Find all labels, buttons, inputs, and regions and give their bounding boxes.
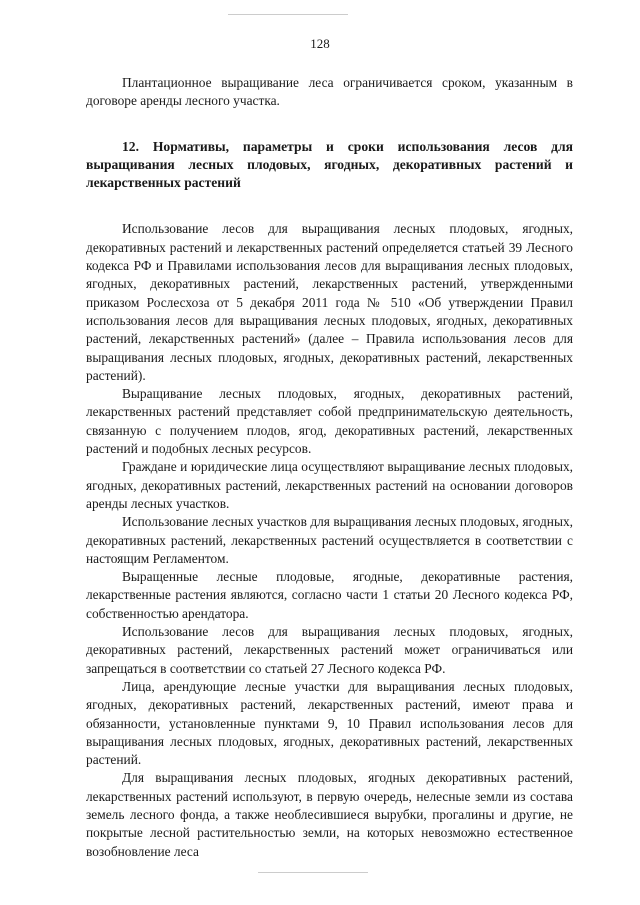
paragraph-7: Лица, арендующие лесные участки для выращивания лесных плодовых, ягодных, декоративных растений, лекарственных растений, имеют права и обязанности, установленные пунктами 9, 10 Правил использования лесов для выращивания лесных плодовых, ягодных, декоративных растений, лекарственных растений. bbox=[86, 678, 573, 768]
document-body bbox=[86, 74, 573, 861]
paragraph-3: Граждане и юридические лица осуществляют выращивание лесных плодовых, ягодных, декоративных растений, лекарственных растений на основании договоров аренды лесных участков. bbox=[86, 459, 573, 511]
scan-artifact-bottom bbox=[258, 872, 368, 873]
page-number: 128 bbox=[310, 36, 330, 51]
paragraph-6: Использование лесов для выращивания лесных плодовых, ягодных, декоративных растений, лекарственных растений может ограничиваться или запрещаться в соответствии со статьей 27 Лесного кодекса РФ. bbox=[86, 624, 573, 676]
paragraph-4: Использование лесных участков для выращивания лесных плодовых, ягодных, декоративных растений, лекарственных растений осуществляется в соответствии с настоящим Регламентом. bbox=[86, 514, 573, 566]
paragraph-1: Использование лесов для выращивания лесных плодовых, ягодных, декоративных растений и лекарственных растений определяется статьей 39 Лесного кодекса РФ и Правилами использования лесов для выращивания лесных плодовых, ягодных, декоративных растений, лекарственных растений, утвержденными приказом Рослесхоза от 5 декабря 2011 года № 510 «Об утверждении Правил использования лесов для выращивания лесных плодовых, ягодных, декоративных растений, лекарственных растений» (далее – Правила использования лесов для выращивания лесных плодовых, ягодных, декоративных растений, лекарственных растений). bbox=[86, 221, 573, 383]
paragraph-8: Для выращивания лесных плодовых, ягодных декоративных растений, лекарственных растений используют, в первую очередь, нелесные земли из состава земель лесного фонда, а также необлесившиеся вырубки, прогалины и другие, не покрытые лесной растительностью земли, на которых невозможно естественное возобновление леса bbox=[86, 770, 573, 859]
section-title: 12. Нормативы, параметры и сроки использования лесов для выращивания лесных плодовых, ягодных, декоративных растений и лекарственных растений bbox=[86, 138, 573, 191]
paragraph-2: Выращивание лесных плодовых, ягодных, декоративных растений, лекарственных растений представляет собой предпринимательскую деятельность, связанную с получением плодов, ягод, декоративных растений, лекарственных растений и подобных лесных ресурсов. bbox=[86, 386, 573, 457]
paragraph-5: Выращенные лесные плодовые, ягодные, декоративные растения, лекарственные растения являются, согласно части 1 статьи 20 Лесного кодекса РФ, собственностью арендатора. bbox=[86, 569, 573, 621]
scan-artifact-top bbox=[228, 14, 348, 15]
intro-paragraph: Плантационное выращивание леса ограничивается сроком, указанным в договоре аренды лесного участка. bbox=[86, 75, 573, 109]
